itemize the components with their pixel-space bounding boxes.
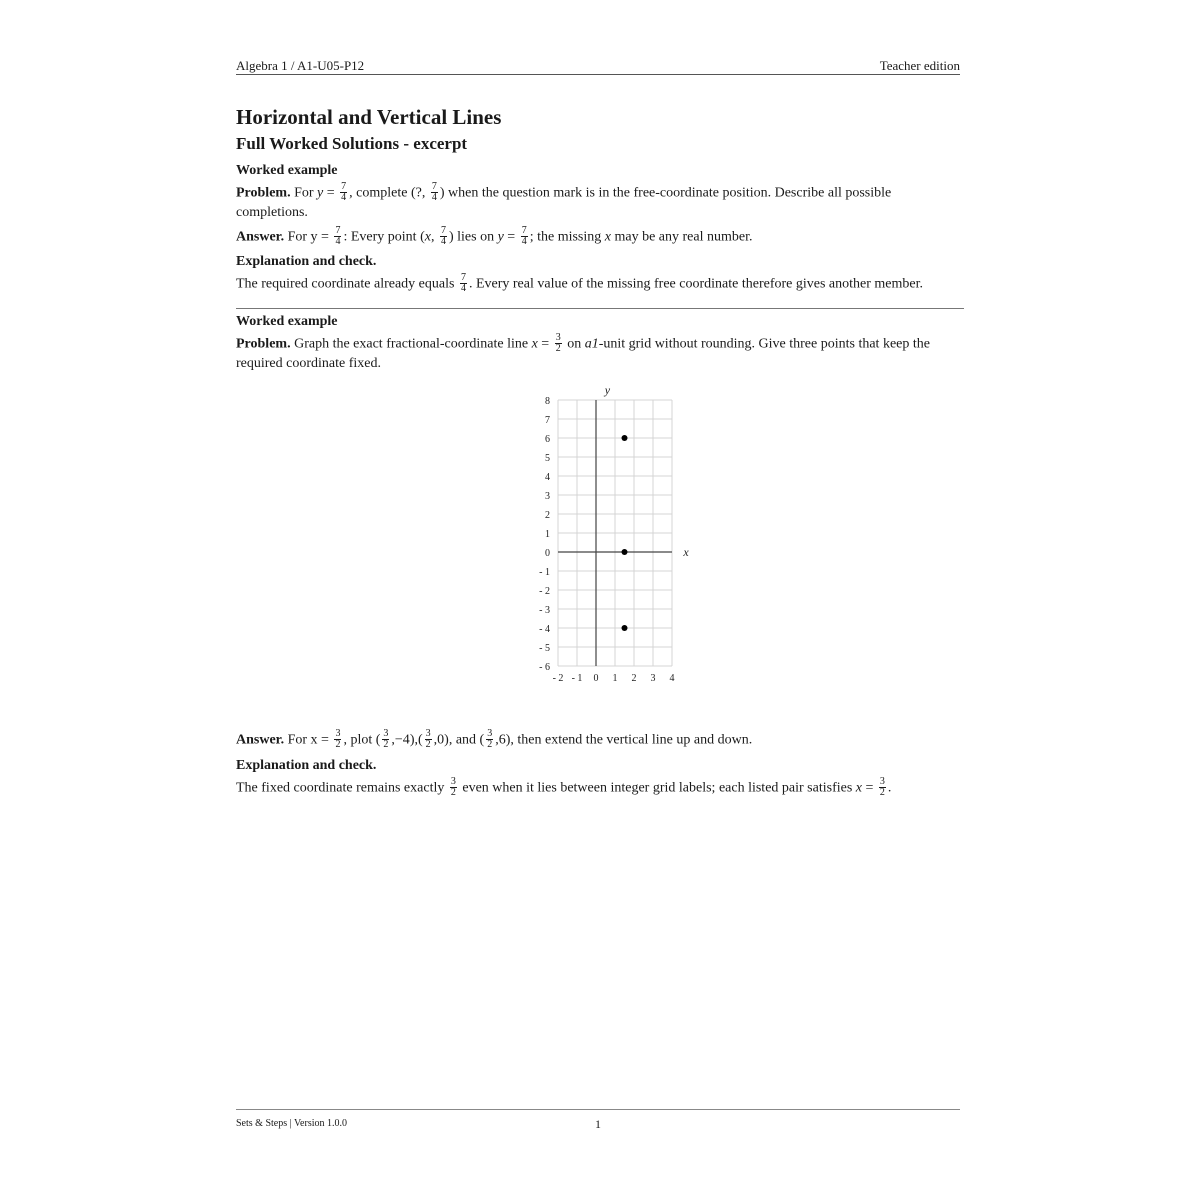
fraction-num: 3	[450, 776, 456, 787]
fraction-den: 4	[440, 236, 446, 247]
fraction-num: 3	[425, 728, 431, 739]
fraction-num: 7	[335, 225, 341, 236]
edition-label: Teacher edition	[879, 58, 960, 73]
comma: ,	[433, 732, 438, 748]
example1-problem	[236, 183, 966, 222]
paren: )	[448, 229, 454, 245]
text: when the question mark is in the free-coordinate position. Describe all possible completions.	[236, 185, 892, 220]
math-var: x	[604, 229, 611, 245]
y-tick-label: 2	[545, 510, 550, 521]
fraction	[450, 777, 457, 798]
paren: )	[444, 732, 449, 748]
math-eq: =	[507, 229, 516, 245]
fraction-den: 2	[335, 739, 341, 750]
comma: ,	[421, 185, 426, 201]
data-point	[622, 625, 628, 631]
comma: ,	[414, 732, 418, 748]
page-subtitle: Full Worked Solutions - excerpt	[236, 134, 468, 153]
fraction	[521, 226, 528, 247]
problem-label: Problem.	[236, 336, 291, 352]
paren: )	[409, 732, 415, 748]
paren: (	[375, 732, 381, 748]
comma: ,	[495, 732, 499, 748]
y-value: −4	[394, 732, 410, 748]
math-eq: =	[865, 780, 874, 796]
document-page	[236, 0, 964, 1200]
fraction	[334, 729, 341, 750]
paren: )	[505, 732, 511, 748]
y-value: 6	[498, 732, 506, 748]
unknown-mark: ?	[415, 185, 422, 201]
fraction	[382, 729, 389, 750]
x-tick-label: - 2	[552, 673, 564, 684]
course-path: Algebra 1 / A1-U05-P12	[236, 58, 365, 73]
page-footer	[236, 1109, 960, 1130]
text: The fixed coordinate remains exactly	[236, 780, 445, 796]
data-point	[622, 435, 628, 441]
text: may be any real number.	[614, 229, 753, 245]
y-tick-label: 1	[545, 529, 550, 540]
y-tick-label: - 3	[539, 605, 550, 616]
math-eq: =	[541, 336, 550, 352]
fraction-den: 2	[425, 739, 431, 750]
fraction	[486, 729, 493, 750]
x-tick-label: 4	[669, 673, 675, 684]
y-tick-label: 7	[545, 415, 550, 426]
math-var: x	[855, 780, 862, 796]
grid-unit: a1	[584, 336, 599, 352]
fraction-den: 2	[487, 739, 493, 750]
paren: (	[479, 732, 485, 748]
fraction-den: 2	[555, 343, 561, 354]
fraction-num: 7	[460, 272, 466, 283]
x-tick-label: 2	[631, 673, 637, 684]
fraction	[425, 729, 432, 750]
text: -unit grid without rounding. Give three points that keep the required coordinate fixed.	[236, 336, 930, 371]
example2-problem	[236, 334, 966, 373]
fraction-num: 7	[440, 225, 446, 236]
y-tick-label: - 5	[539, 643, 550, 654]
paren: (	[417, 732, 423, 748]
example2-answer	[236, 730, 966, 751]
text: on	[567, 336, 582, 352]
example2-explanation	[236, 778, 966, 799]
answer-label: Answer.	[236, 229, 285, 245]
fraction-num: 3	[487, 728, 493, 739]
fraction	[334, 226, 341, 247]
fraction	[555, 333, 562, 354]
y-tick-label: - 6	[539, 662, 550, 673]
example1-heading: Worked example	[236, 163, 338, 178]
y-value: 0	[437, 732, 445, 748]
fraction-den: 2	[879, 787, 885, 798]
problem-label: Problem.	[236, 185, 291, 201]
text: , plot	[343, 732, 373, 748]
text: lies on	[457, 229, 495, 245]
y-tick-label: 4	[545, 472, 550, 483]
data-point	[622, 549, 628, 555]
fraction-num: 3	[335, 728, 341, 739]
fraction	[340, 182, 347, 203]
math-var: y	[317, 185, 324, 201]
text: For	[294, 185, 314, 201]
y-tick-label: 6	[545, 434, 550, 445]
fraction	[431, 182, 438, 203]
fraction-den: 4	[335, 236, 341, 247]
y-tick-label: - 4	[539, 624, 550, 635]
text: The required coordinate already equals	[236, 276, 455, 292]
fraction-den: 2	[383, 739, 389, 750]
fraction	[879, 777, 886, 798]
text: For x =	[287, 732, 329, 748]
x-tick-label: 1	[612, 673, 618, 684]
text: Graph the exact fractional-coordinate line	[294, 336, 529, 352]
fraction-num: 3	[555, 332, 561, 343]
text: . Every real value of the missing free coordinate therefore gives another member.	[468, 276, 923, 292]
example1-answer	[236, 227, 966, 248]
comma: ,	[391, 732, 395, 748]
x-tick-label: 3	[650, 673, 656, 684]
paren: (	[410, 185, 416, 201]
example1-explanation-label: Explanation and check.	[236, 254, 377, 269]
answer-label: Answer.	[236, 732, 285, 748]
x-tick-label: - 1	[571, 673, 583, 684]
fraction-den: 4	[341, 192, 347, 203]
text: , then extend the vertical line up and down.	[510, 732, 753, 748]
y-tick-label: - 1	[539, 567, 550, 578]
fraction-den: 4	[460, 283, 466, 294]
fraction	[440, 226, 447, 247]
paren: )	[439, 185, 445, 201]
fraction	[460, 273, 467, 294]
x-axis-label: x	[683, 545, 689, 559]
section-divider	[236, 308, 964, 309]
math-var: x	[424, 229, 431, 245]
y-tick-label: 8	[545, 396, 550, 407]
y-tick-label: 3	[545, 491, 550, 502]
text: even when it lies between integer grid labels; each listed pair satisfies	[462, 780, 853, 796]
y-tick-label: 0	[545, 548, 550, 559]
comma: ,	[430, 229, 435, 245]
graph-svg	[536, 380, 716, 690]
footer-version: Sets & Steps | Version 1.0.0	[236, 1118, 347, 1129]
page-title: Horizontal and Vertical Lines	[236, 105, 502, 129]
text: For y =	[287, 229, 329, 245]
fraction-den: 2	[450, 787, 456, 798]
paren: (	[420, 229, 425, 245]
y-axis-label: y	[604, 383, 611, 397]
y-tick-label: - 2	[539, 586, 550, 597]
example1-explanation	[236, 274, 966, 295]
running-header	[236, 58, 960, 75]
math-eq: =	[326, 185, 335, 201]
text: : Every point	[343, 229, 417, 245]
x-tick-label: 0	[593, 673, 599, 684]
fraction-num: 3	[383, 728, 389, 739]
example2-heading: Worked example	[236, 314, 338, 329]
math-var: x	[531, 336, 538, 352]
fraction-num: 7	[521, 225, 527, 236]
text: , complete	[349, 185, 408, 201]
math-var: y	[497, 229, 504, 245]
y-tick-label: 5	[545, 453, 550, 464]
text: ; the missing	[529, 229, 602, 245]
coordinate-graph	[536, 380, 716, 690]
text: .	[887, 780, 892, 796]
text: , and	[448, 732, 477, 748]
fraction-den: 4	[521, 236, 527, 247]
fraction-den: 4	[431, 192, 437, 203]
fraction-num: 3	[879, 776, 885, 787]
fraction-num: 7	[431, 181, 437, 192]
fraction-num: 7	[341, 181, 347, 192]
example2-explanation-label: Explanation and check.	[236, 758, 377, 773]
page-number: 1	[595, 1117, 601, 1131]
